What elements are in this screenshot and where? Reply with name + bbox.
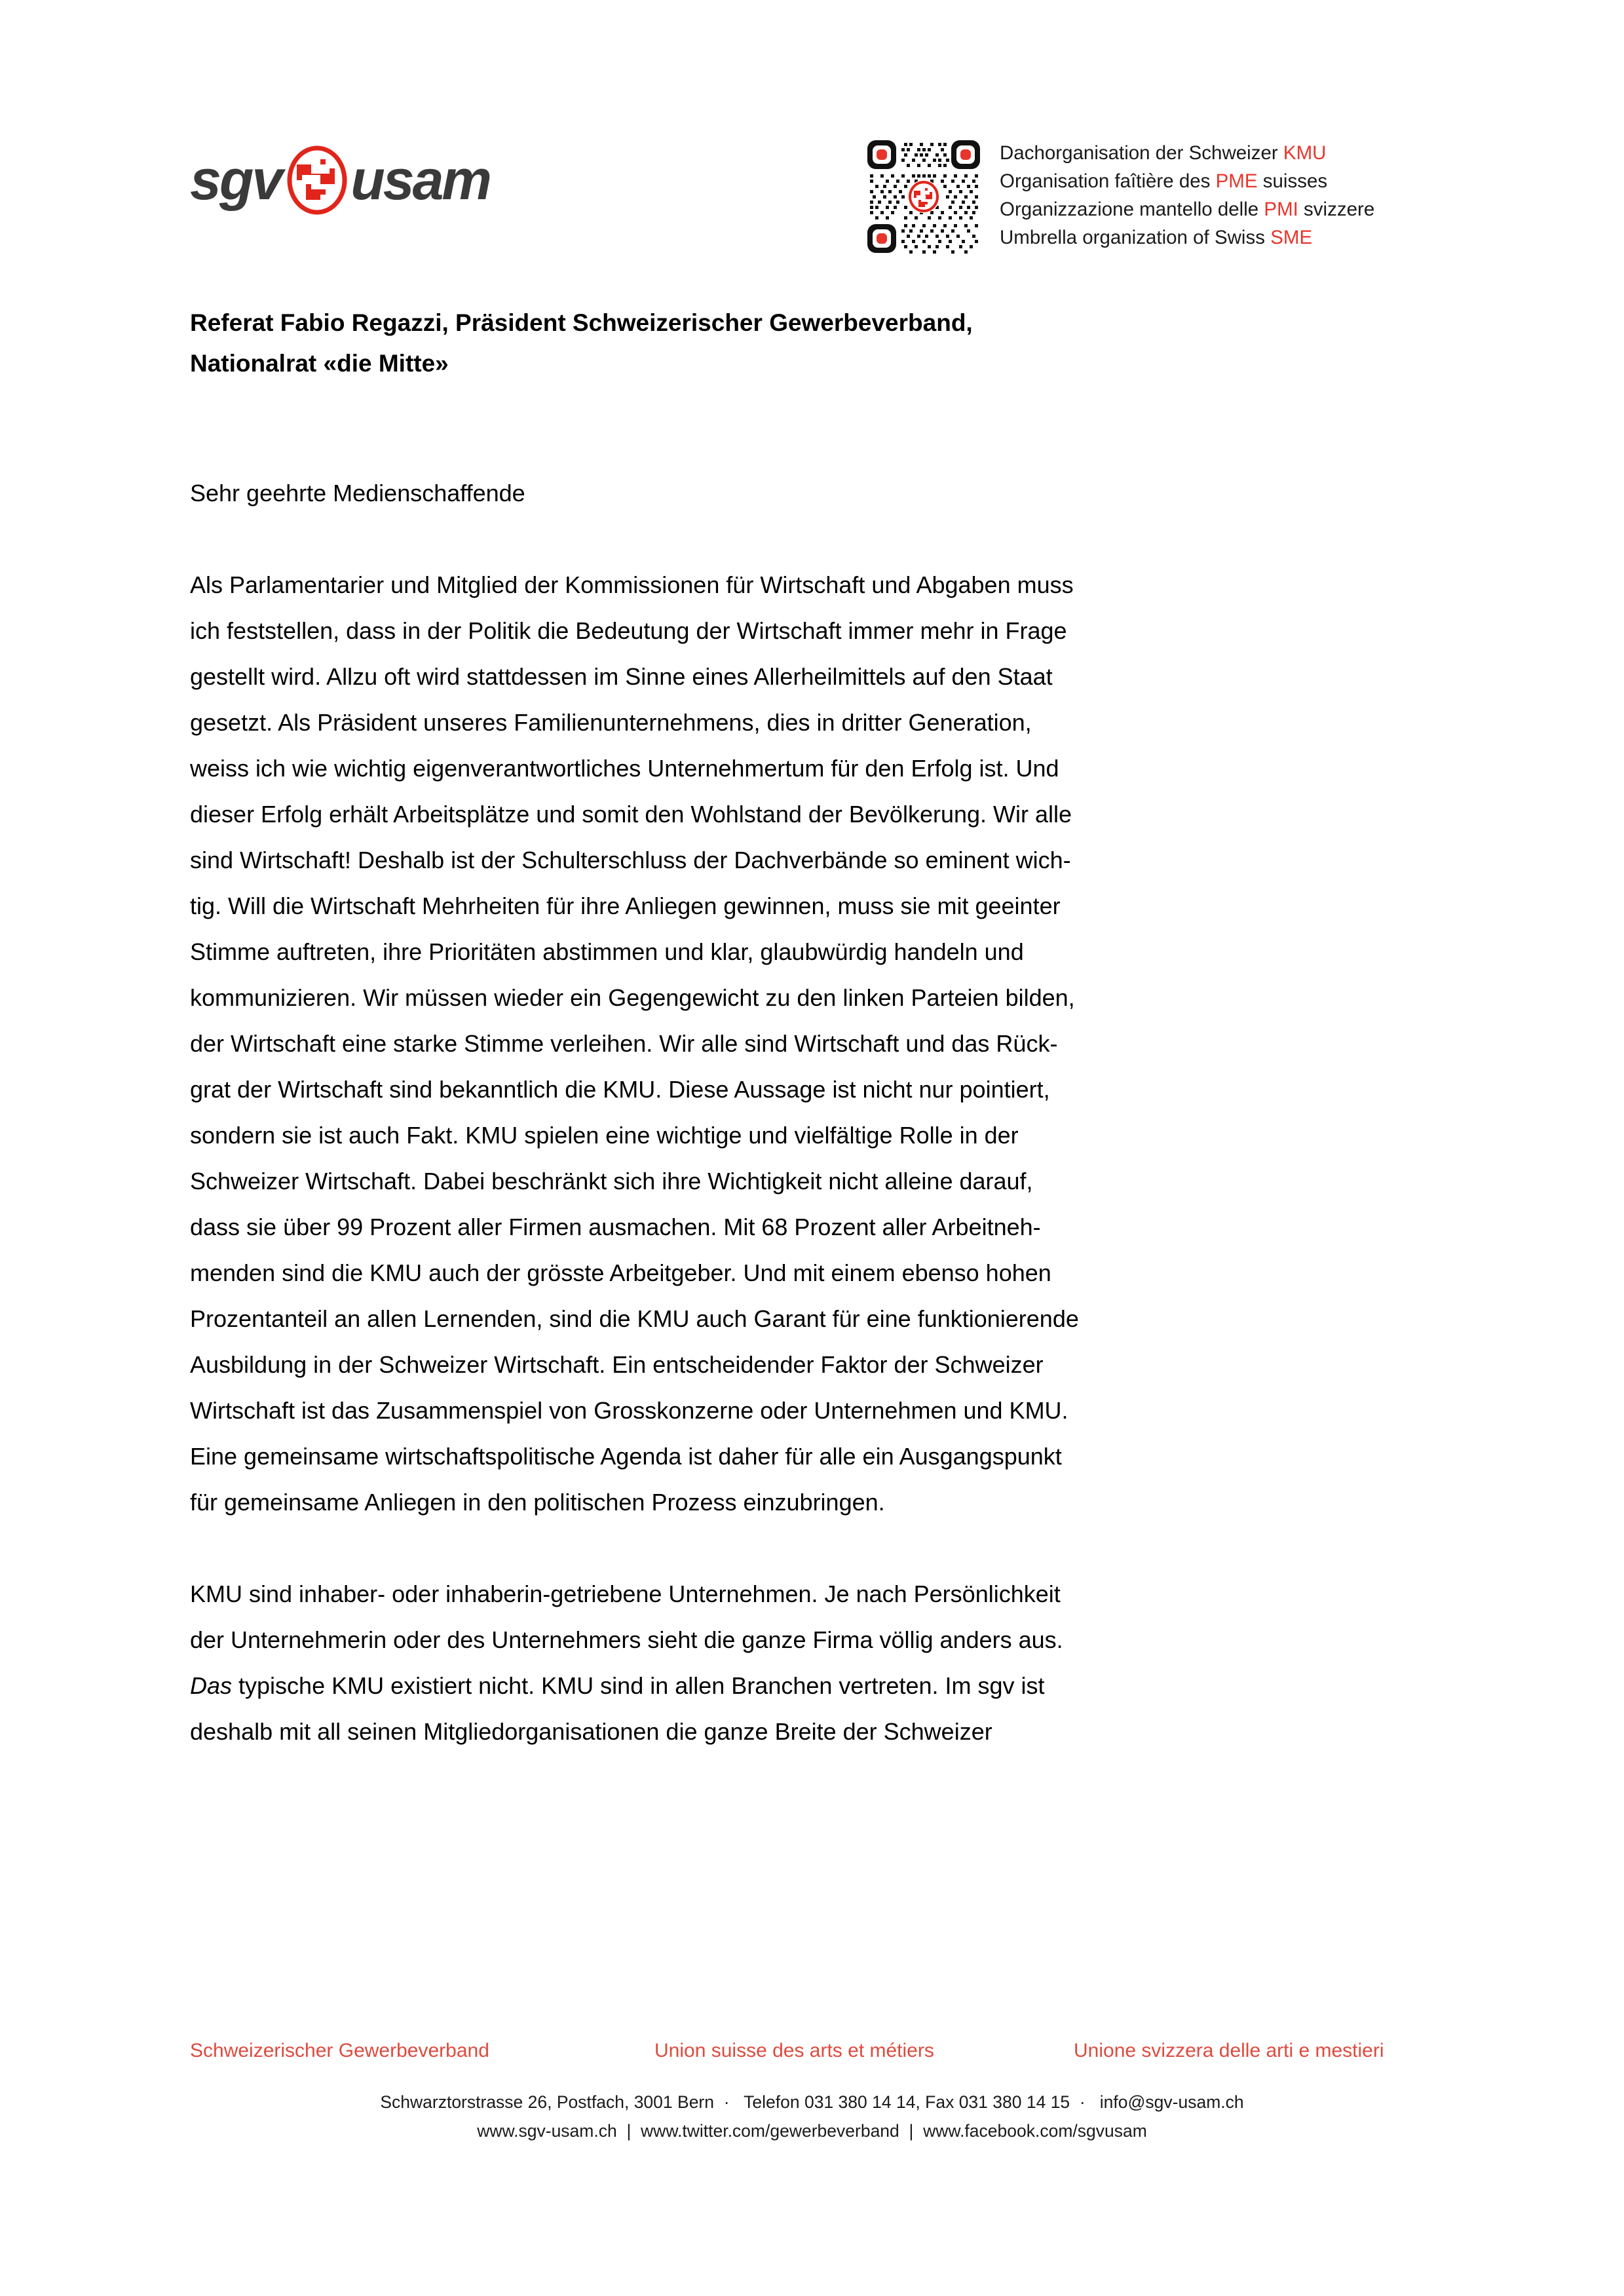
page-header (0, 124, 1624, 269)
qr-code-icon[interactable] (865, 138, 983, 256)
tagline-fr-tail: suisses (1257, 170, 1328, 192)
footer-org-it: Unione svizzera delle arti e mestieri (1074, 2040, 1384, 2061)
page-title-line-1: Referat Fabio Regazzi, Präsident Schweizerischer Gewerbeverband, (190, 309, 973, 336)
logo-text-sgv: sgv (190, 149, 282, 212)
paragraph-spacer-1 (190, 516, 1422, 562)
paragraph-spacer-2 (190, 1525, 1422, 1571)
footer-contact-block (0, 2088, 1624, 2145)
paragraph-line: Als Parlamentarier und Mitglied der Kommissionen für Wirtschaft und Abgaben muss (190, 571, 1074, 598)
page-footer (0, 2038, 1624, 2145)
paragraph-line: ich feststellen, dass in der Politik die Bedeutung der Wirtschaft immer mehr in Frage (190, 617, 1067, 644)
tagline-de-highlight: KMU (1283, 142, 1327, 164)
paragraph-line: der Wirtschaft eine starke Stimme verleihen. Wir alle sind Wirtschaft und das Rück- (190, 1030, 1058, 1057)
salutation-line: Sehr geehrte Medienschaffende (190, 480, 525, 507)
tagline-list (1000, 138, 1374, 252)
tagline-en-highlight: SME (1270, 227, 1313, 248)
logo-text-usam: usam (350, 149, 490, 212)
sgv-swiss-cross-logo-icon (285, 145, 349, 216)
paragraph-line: Ausbildung in der Schweizer Wirtschaft. Ein entscheidender Faktor der Schweizer (190, 1351, 1044, 1378)
salutation-paragraph (190, 470, 1422, 516)
document-body (190, 470, 1422, 1755)
paragraph-line: gestellt wird. Allzu oft wird stattdessen im Sinne eines Allerheilmittels auf den Staat (190, 663, 1053, 690)
paragraph-line: deshalb mit all seinen Mitgliedorganisationen die ganze Breite der Schweizer (190, 1718, 992, 1745)
paragraph-line: sondern sie ist auch Fakt. KMU spielen eine wichtige und vielfältige Rolle in der (190, 1122, 1019, 1149)
paragraph-line: für gemeinsame Anliegen in den politischen Prozess einzubringen. (190, 1489, 885, 1516)
tagline-de (1000, 139, 1374, 167)
tagline-en-text: Umbrella organization of Swiss (1000, 227, 1271, 248)
page-title (190, 303, 1435, 384)
paragraph-line: weiss ich wie wichtig eigenverantwortliches Unternehmertum für den Erfolg ist. Und (190, 755, 1059, 782)
header-tagline-block (865, 138, 1374, 256)
tagline-it-text: Organizzazione mantello delle (1000, 199, 1264, 220)
page-title-line-2: Nationalrat «die Mitte» (190, 350, 449, 377)
footer-org-de: Schweizerischer Gewerbeverband (190, 2040, 489, 2061)
sgv-usam-logo (190, 144, 490, 216)
tagline-fr-highlight: PME (1215, 170, 1258, 192)
paragraph-1 (190, 562, 1422, 1525)
paragraph-line: kommunizieren. Wir müssen wieder ein Gegengewicht zu den linken Parteien bilden, (190, 984, 1075, 1011)
paragraph-line-with-italic (190, 1663, 1422, 1709)
paragraph-line: tig. Will die Wirtschaft Mehrheiten für ihre Anliegen gewinnen, muss sie mit geeinter (190, 892, 1061, 919)
paragraph-line: grat der Wirtschaft sind bekanntlich die KMU. Diese Aussage ist nicht nur pointiert, (190, 1076, 1050, 1103)
footer-org-names (0, 2038, 1624, 2069)
footer-address-line: Schwarztorstrasse 26, Postfach, 3001 Bern · Telefon 031 380 14 14, Fax 031 380 14 15 · info@sgv-usam.ch (380, 2092, 1244, 2112)
paragraph-2 (190, 1571, 1422, 1755)
tagline-it-tail: svizzere (1298, 199, 1375, 220)
footer-org-fr: Union suisse des arts et métiers (654, 2040, 934, 2061)
paragraph-line: Wirtschaft ist das Zusammenspiel von Grosskonzerne oder Unternehmen und KMU. (190, 1397, 1068, 1424)
tagline-it-highlight: PMI (1264, 199, 1298, 220)
paragraph-line: Prozentanteil an allen Lernenden, sind die KMU auch Garant für eine funktionierende (190, 1305, 1079, 1332)
tagline-it (1000, 195, 1374, 223)
paragraph-line: dieser Erfolg erhält Arbeitsplätze und somit den Wohlstand der Bevölkerung. Wir alle (190, 801, 1072, 828)
paragraph-line: KMU sind inhaber- oder inhaberin-getriebene Unternehmen. Je nach Persönlichkeit (190, 1580, 1061, 1607)
tagline-fr-text: Organisation faîtière des (1000, 170, 1216, 192)
paragraph-line-rest: typische KMU existiert nicht. KMU sind in allen Branchen vertreten. Im sgv ist (232, 1672, 1045, 1699)
paragraph-line: der Unternehmerin oder des Unternehmers sieht die ganze Firma völlig anders aus. (190, 1626, 1063, 1653)
paragraph-line: menden sind die KMU auch der grösste Arbeitgeber. Und mit einem ebenso hohen (190, 1259, 1051, 1286)
paragraph-line: Eine gemeinsame wirtschaftspolitische Agenda ist daher für alle ein Ausgangspunkt (190, 1443, 1062, 1470)
paragraph-line: Schweizer Wirtschaft. Dabei beschränkt sich ihre Wichtigkeit nicht alleine darauf, (190, 1168, 1033, 1195)
tagline-en (1000, 223, 1374, 252)
italic-emphasis: Das (190, 1672, 233, 1699)
footer-links-line[interactable]: www.sgv-usam.ch | www.twitter.com/gewerbeverband | www.facebook.com/sgvusam (477, 2121, 1147, 2141)
paragraph-line: gesetzt. Als Präsident unseres Familienunternehmens, dies in dritter Generation, (190, 709, 1032, 736)
paragraph-line: Stimme auftreten, ihre Prioritäten abstimmen und klar, glaubwürdig handeln und (190, 938, 1024, 965)
tagline-fr (1000, 167, 1374, 195)
paragraph-line: sind Wirtschaft! Deshalb ist der Schulterschluss der Dachverbände so eminent wich- (190, 847, 1071, 873)
paragraph-line: dass sie über 99 Prozent aller Firmen ausmachen. Mit 68 Prozent aller Arbeitneh- (190, 1214, 1041, 1240)
tagline-de-text: Dachorganisation der Schweizer (1000, 142, 1283, 164)
